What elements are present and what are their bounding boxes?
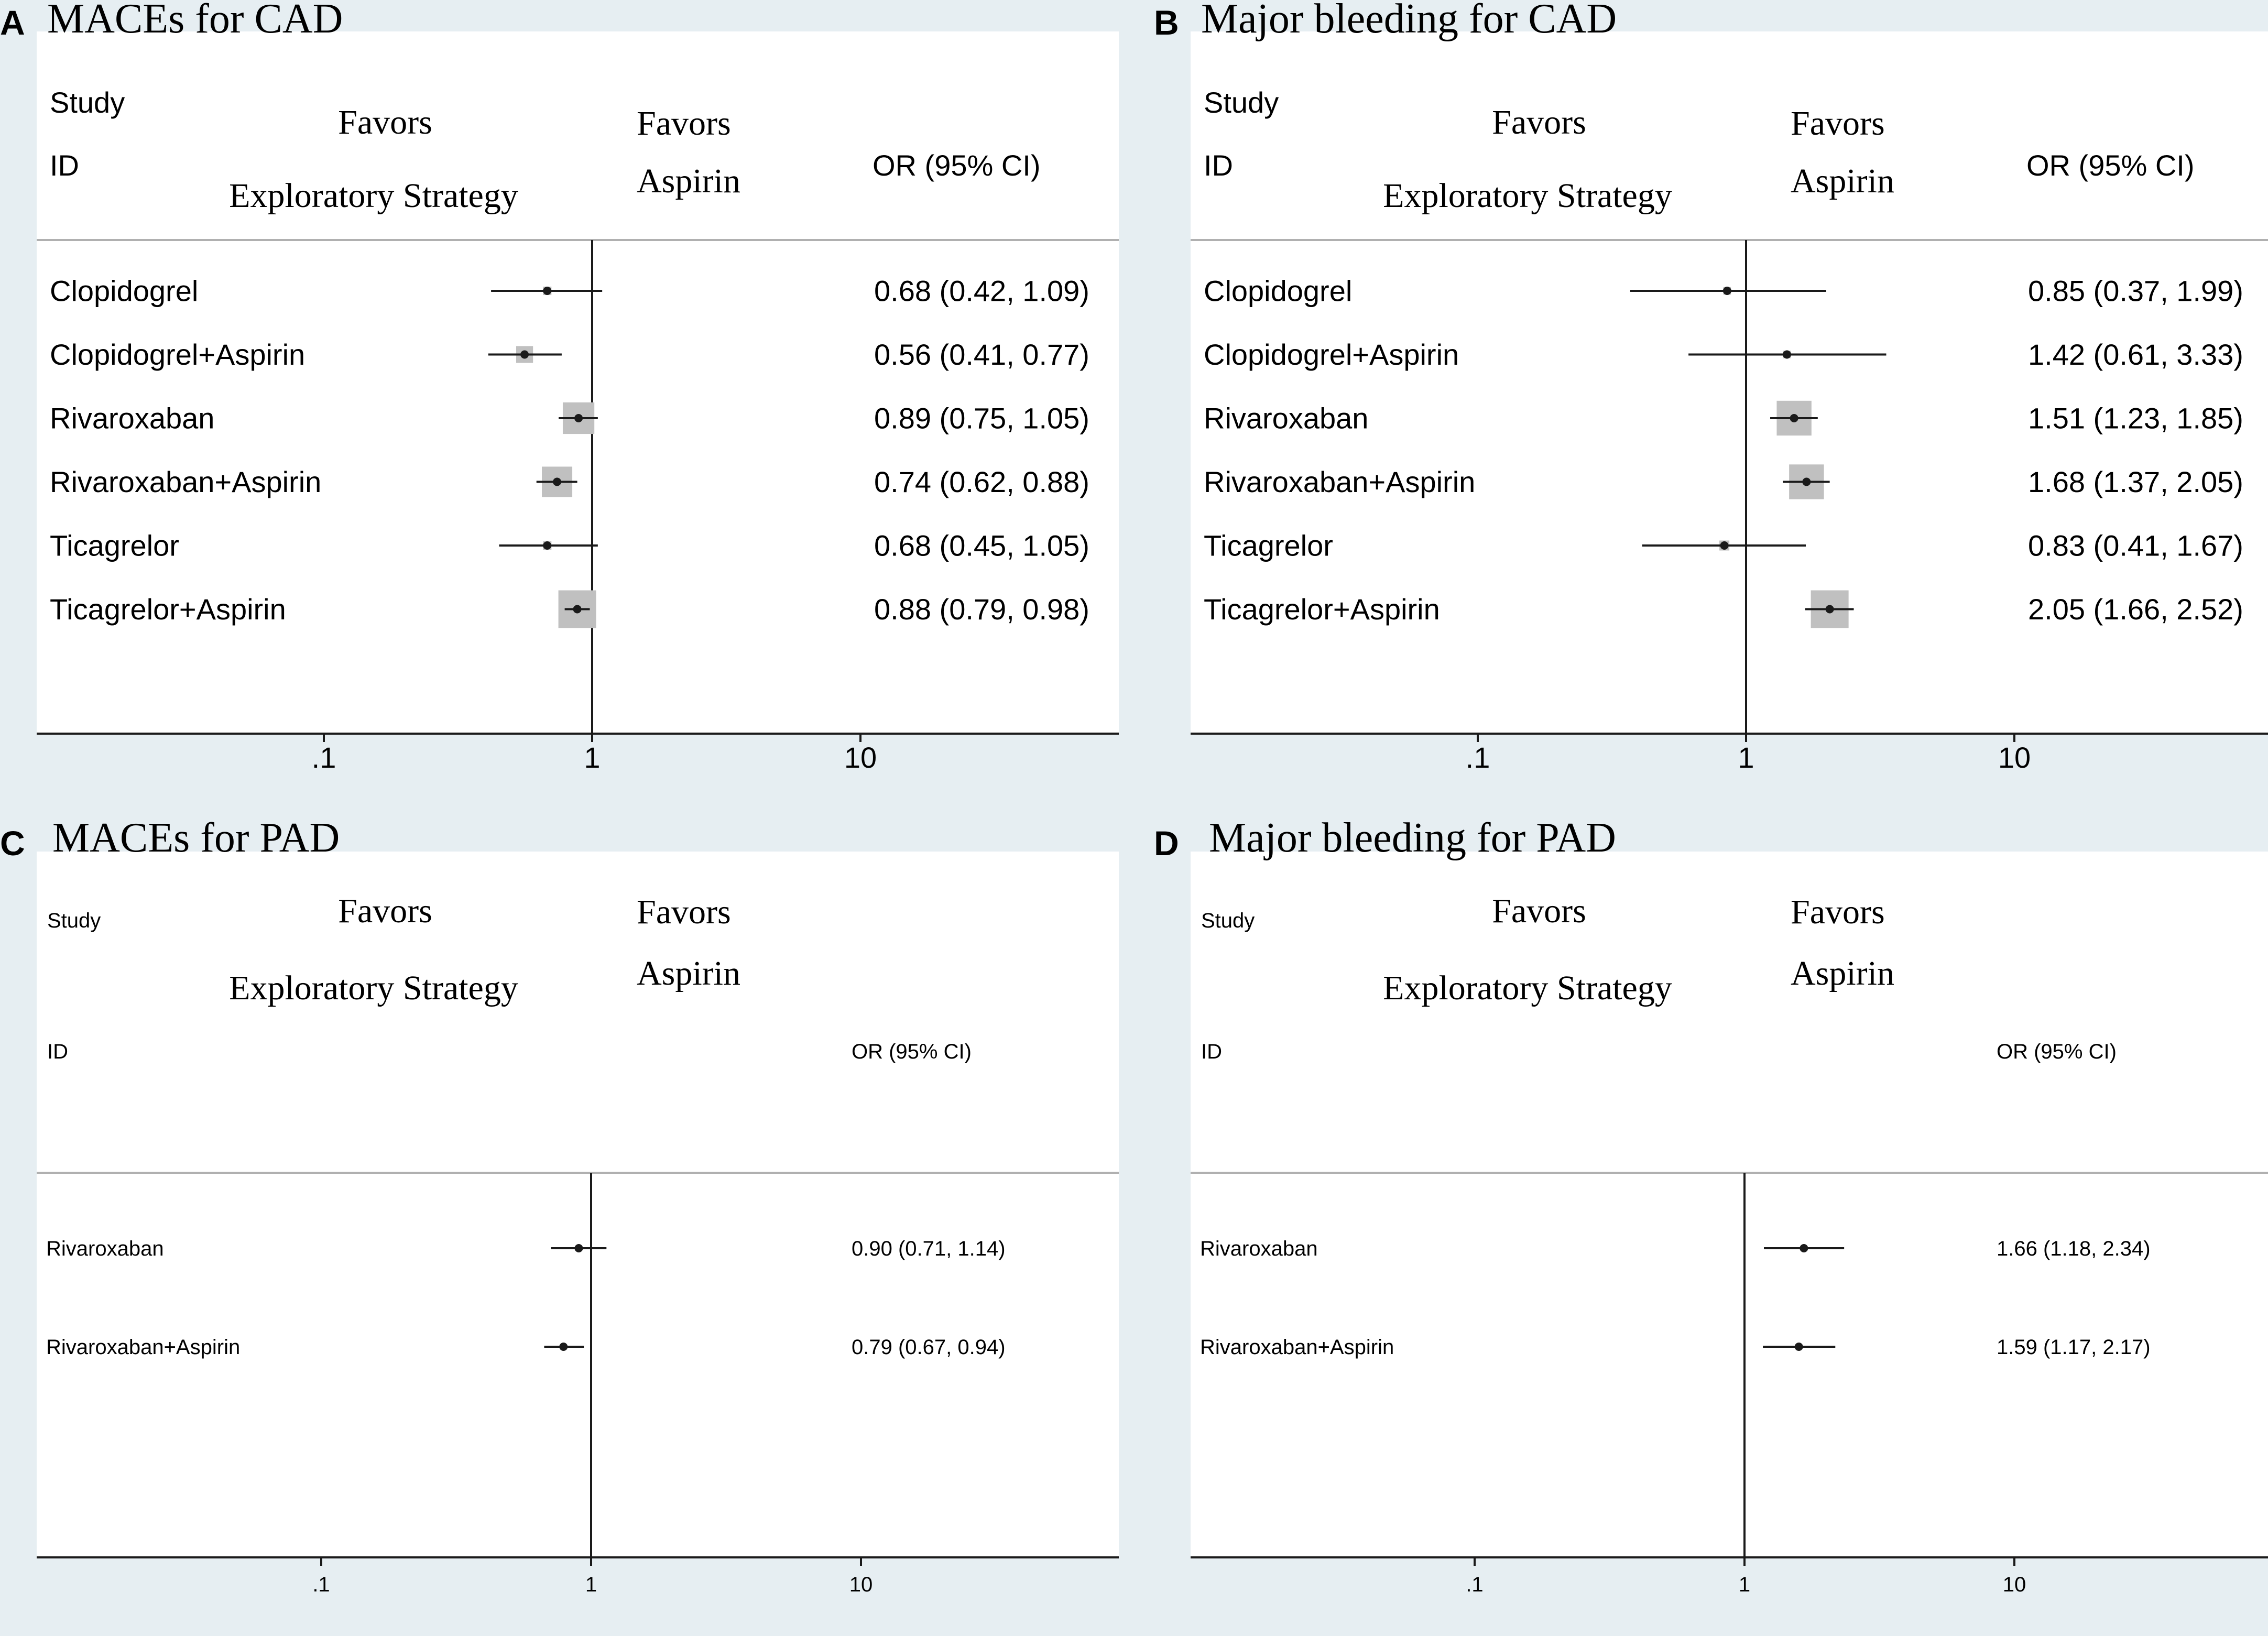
study-ci-label: 0.90 (0.71, 1.14): [852, 1237, 1006, 1260]
study-row: [50, 465, 1089, 498]
point-estimate: [1800, 1244, 1808, 1252]
study-label: Study: [1204, 86, 1279, 119]
point-estimate: [1720, 541, 1729, 550]
x-tick-label: 10: [849, 1573, 873, 1596]
favors-right-line2: Aspirin: [1791, 954, 1894, 992]
point-estimate: [553, 478, 561, 486]
study-name: Clopidogrel: [1204, 274, 1353, 308]
panel-letter: C: [0, 824, 25, 863]
study-name: Ticagrelor+Aspirin: [1204, 593, 1440, 626]
study-name: Rivaroxaban+Aspirin: [50, 465, 322, 499]
study-ci-label: 0.89 (0.75, 1.05): [874, 401, 1089, 435]
x-tick-label: 10: [2002, 1573, 2026, 1596]
favors-right-line2: Aspirin: [1791, 162, 1894, 200]
x-tick-label: .1: [1465, 741, 1490, 774]
x-tick-label: 10: [1998, 741, 2031, 774]
favors-right-line1: Favors: [637, 893, 731, 931]
study-ci-label: 1.59 (1.17, 2.17): [1997, 1336, 2151, 1359]
ci-header: OR (95% CI): [2026, 149, 2195, 182]
study-name: Clopidogrel+Aspirin: [1204, 338, 1459, 372]
point-estimate: [559, 1343, 568, 1351]
ci-header: OR (95% CI): [852, 1040, 972, 1063]
study-name: Rivaroxaban: [46, 1237, 164, 1260]
id-label: ID: [1201, 1040, 1222, 1063]
point-estimate: [543, 287, 551, 295]
point-estimate: [520, 351, 529, 359]
ci-header: OR (95% CI): [873, 149, 1041, 182]
panel-title: MACEs for CAD: [47, 0, 343, 42]
study-ci-label: 0.68 (0.45, 1.05): [874, 529, 1089, 562]
plot-area: [37, 31, 1119, 734]
study-ci-label: 1.42 (0.61, 3.33): [2028, 338, 2243, 372]
x-tick-label: .1: [312, 1573, 330, 1596]
favors-left-line1: Favors: [1492, 103, 1586, 141]
study-label: Study: [1201, 909, 1255, 932]
point-estimate: [543, 541, 551, 550]
study-ci-label: 0.79 (0.67, 0.94): [852, 1336, 1006, 1359]
study-name: Rivaroxaban+Aspirin: [46, 1336, 241, 1359]
point-estimate: [1795, 1343, 1803, 1351]
study-ci-label: 2.05 (1.66, 2.52): [2028, 593, 2243, 626]
panel-title: Major bleeding for PAD: [1209, 815, 1616, 861]
study-label: Study: [47, 909, 101, 932]
point-estimate: [1783, 351, 1791, 359]
study-name: Ticagrelor+Aspirin: [50, 593, 286, 626]
study-ci-label: 0.74 (0.62, 0.88): [874, 465, 1089, 499]
study-ci-label: 0.68 (0.42, 1.09): [874, 274, 1089, 308]
point-estimate: [1790, 414, 1798, 422]
panel-d: [1154, 815, 2268, 1596]
study-ci-label: 0.56 (0.41, 0.77): [874, 338, 1089, 372]
favors-right-line2: Aspirin: [637, 162, 740, 200]
point-estimate: [1826, 605, 1834, 614]
study-ci-label: 1.51 (1.23, 1.85): [2028, 401, 2243, 435]
id-label: ID: [47, 1040, 68, 1063]
id-label: ID: [1204, 149, 1233, 182]
x-tick-label: 1: [584, 741, 601, 774]
x-tick-label: 1: [1738, 741, 1754, 774]
x-tick-label: 1: [1738, 1573, 1751, 1596]
favors-left-line1: Favors: [1492, 892, 1586, 930]
study-label: Study: [50, 86, 125, 119]
point-estimate: [1723, 287, 1731, 295]
study-name: Rivaroxaban: [50, 401, 215, 435]
study-name: Clopidogrel: [50, 274, 199, 308]
favors-left-line2: Exploratory Strategy: [229, 969, 518, 1007]
study-name: Rivaroxaban+Aspirin: [1200, 1336, 1394, 1359]
favors-right-line1: Favors: [637, 104, 731, 143]
favors-left-line2: Exploratory Strategy: [1383, 177, 1672, 215]
study-ci-label: 1.66 (1.18, 2.34): [1997, 1237, 2151, 1260]
x-tick-label: 10: [844, 741, 877, 774]
ci-header: OR (95% CI): [1997, 1040, 2117, 1063]
favors-left-line1: Favors: [338, 892, 432, 930]
panel-title: MACEs for PAD: [52, 815, 340, 861]
study-row: [50, 402, 1089, 435]
favors-right-line2: Aspirin: [637, 954, 740, 992]
x-tick-label: 1: [585, 1573, 597, 1596]
id-label: ID: [50, 149, 79, 182]
point-estimate: [1802, 478, 1811, 486]
study-name: Rivaroxaban+Aspirin: [1204, 465, 1476, 499]
study-ci-label: 0.85 (0.37, 1.99): [2028, 274, 2243, 308]
study-ci-label: 0.88 (0.79, 0.98): [874, 593, 1089, 626]
panel-c: [0, 815, 1119, 1596]
point-estimate: [573, 605, 582, 614]
panel-a: [0, 0, 1119, 774]
favors-left-line2: Exploratory Strategy: [1383, 969, 1672, 1007]
panel-letter: A: [0, 3, 25, 42]
panel-letter: D: [1154, 824, 1179, 863]
plot-area: [37, 852, 1119, 1557]
plot-area: [1191, 31, 2268, 734]
study-name: Ticagrelor: [50, 529, 179, 562]
plot-area: [1191, 852, 2268, 1557]
point-estimate: [574, 1244, 583, 1252]
favors-right-line1: Favors: [1791, 104, 1885, 143]
x-tick-label: .1: [311, 741, 336, 774]
study-name: Clopidogrel+Aspirin: [50, 338, 306, 372]
favors-right-line1: Favors: [1791, 893, 1885, 931]
x-tick-label: .1: [1466, 1573, 1484, 1596]
panel-title: Major bleeding for CAD: [1201, 0, 1617, 42]
study-name: Rivaroxaban: [1200, 1237, 1318, 1260]
favors-left-line2: Exploratory Strategy: [229, 177, 518, 215]
study-row: [50, 591, 1089, 628]
point-estimate: [574, 414, 583, 422]
panel-b: [1154, 0, 2268, 774]
study-name: Ticagrelor: [1204, 529, 1333, 562]
study-ci-label: 0.83 (0.41, 1.67): [2028, 529, 2243, 562]
panel-letter: B: [1154, 3, 1179, 42]
study-ci-label: 1.68 (1.37, 2.05): [2028, 465, 2243, 499]
study-name: Rivaroxaban: [1204, 401, 1369, 435]
favors-left-line1: Favors: [338, 103, 432, 141]
